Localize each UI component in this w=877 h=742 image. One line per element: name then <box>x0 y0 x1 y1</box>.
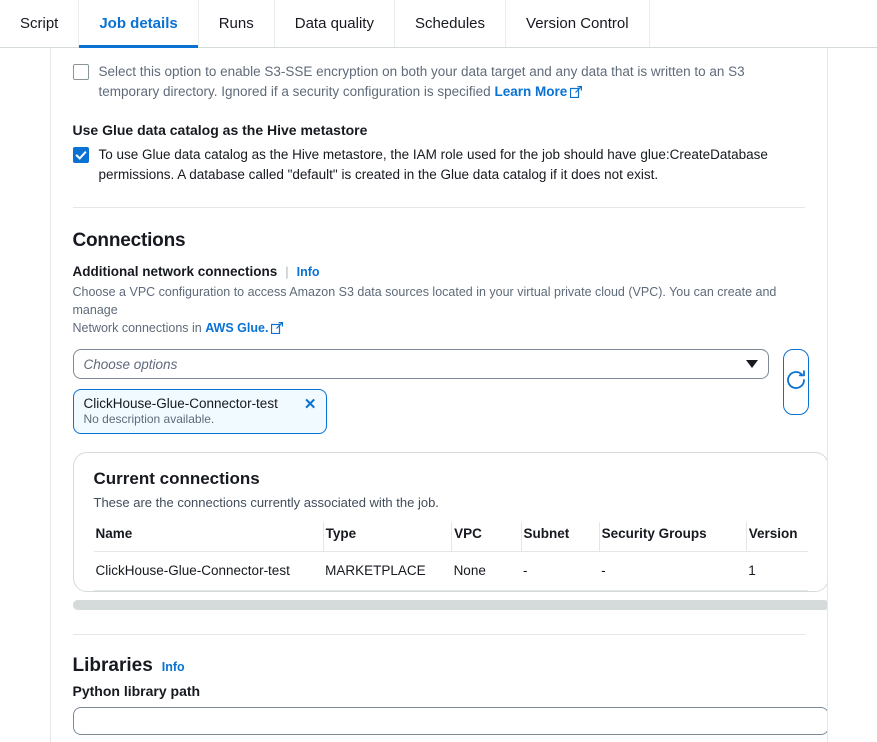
cell-vpc: None <box>452 552 521 591</box>
current-connections-title: Current connections <box>93 469 260 488</box>
hive-metastore-description: To use Glue data catalog as the Hive metastore, the IAM role used for the job should have glue:CreateDatabase permissions. A database called "default" is created in the Glue data catalog if it does not exist. <box>98 147 768 182</box>
refresh-icon <box>784 368 808 397</box>
tab-data-quality[interactable] <box>275 0 395 47</box>
column-header-type: Type <box>323 522 451 552</box>
tab-label: Schedules <box>414 15 486 32</box>
refresh-connections-button[interactable] <box>783 349 809 415</box>
cell-type: MARKETPLACE <box>323 552 451 591</box>
s3-sse-option-row[interactable] <box>73 62 805 104</box>
hive-metastore-option-row[interactable] <box>73 145 805 185</box>
chevron-down-icon <box>746 360 758 368</box>
tab-job-details[interactable] <box>79 0 198 47</box>
column-header-vpc: VPC <box>452 522 521 552</box>
tab-schedules[interactable] <box>395 0 506 47</box>
connections-description <box>73 283 805 339</box>
hive-metastore-checkbox[interactable] <box>73 147 89 163</box>
tab-bar <box>0 0 877 48</box>
label-separator: | <box>285 264 289 279</box>
tab-label: Script <box>20 15 59 32</box>
s3-sse-checkbox[interactable] <box>73 64 89 80</box>
tab-label: Version Control <box>526 15 629 32</box>
table-row <box>94 552 808 591</box>
info-link-libraries[interactable]: Info <box>161 660 185 674</box>
tab-label: Runs <box>218 15 254 32</box>
libraries-section-title: Libraries <box>72 655 153 676</box>
tab-label: Job details <box>99 15 178 32</box>
current-connections-table <box>94 522 808 591</box>
cell-version: 1 <box>746 552 807 591</box>
connections-select-placeholder: Choose options <box>83 356 178 372</box>
tab-script[interactable] <box>0 0 79 47</box>
divider-connections <box>73 207 805 208</box>
tab-label: Data quality <box>294 15 374 32</box>
tab-runs[interactable] <box>199 0 275 47</box>
external-link-icon <box>570 84 582 104</box>
column-header-version: Version <box>746 522 807 552</box>
connections-description-line2: Network connections in <box>72 321 202 335</box>
current-connections-card <box>73 452 828 592</box>
column-header-name: Name <box>94 522 324 552</box>
s3-sse-text: Select this option to enable S3-SSE encryption on both your data target and any data that is written to an S3 temporary directory. Ignored if a security configuration is specified <box>98 64 745 99</box>
info-link-connections[interactable]: Info <box>296 265 320 279</box>
table-horizontal-scrollbar[interactable] <box>73 600 828 610</box>
column-header-security-groups: Security Groups <box>599 522 746 552</box>
additional-network-connections-label: Additional network connections <box>72 264 278 279</box>
python-library-path-input[interactable] <box>73 707 828 735</box>
current-connections-subtitle: These are the connections currently associated with the job. <box>93 495 439 510</box>
close-icon[interactable]: ✕ <box>303 396 317 413</box>
learn-more-link[interactable]: Learn More <box>494 84 568 99</box>
cell-security-groups: - <box>599 552 746 591</box>
column-header-subnet: Subnet <box>521 522 599 552</box>
external-link-icon <box>271 321 283 339</box>
connections-select-row <box>73 349 805 434</box>
table-header-row <box>94 522 808 552</box>
hive-metastore-heading: Use Glue data catalog as the Hive metastore <box>72 122 368 138</box>
divider-libraries <box>73 634 805 635</box>
s3-sse-description <box>99 62 805 104</box>
selected-connection-token[interactable] <box>73 389 327 434</box>
aws-glue-link[interactable]: AWS Glue. <box>205 321 269 335</box>
python-library-path-label: Python library path <box>72 683 201 699</box>
connections-select[interactable] <box>73 349 769 379</box>
connections-description-line1: Choose a VPC configuration to access Amazon S3 data sources located in your virtual private cloud (VPC). You can create and manage <box>72 285 777 317</box>
token-label: ClickHouse-Glue-Connector-test <box>83 396 278 411</box>
tab-version-control[interactable] <box>506 0 650 47</box>
scrollbar-thumb[interactable] <box>73 600 828 610</box>
cell-subnet: - <box>521 552 599 591</box>
libraries-title-row <box>73 655 805 677</box>
connections-section-title: Connections <box>72 230 186 251</box>
additional-network-connections-label-row <box>73 264 805 279</box>
token-sublabel: No description available. <box>83 412 215 426</box>
cell-name: ClickHouse-Glue-Connector-test <box>94 552 324 591</box>
job-details-panel <box>50 48 828 742</box>
